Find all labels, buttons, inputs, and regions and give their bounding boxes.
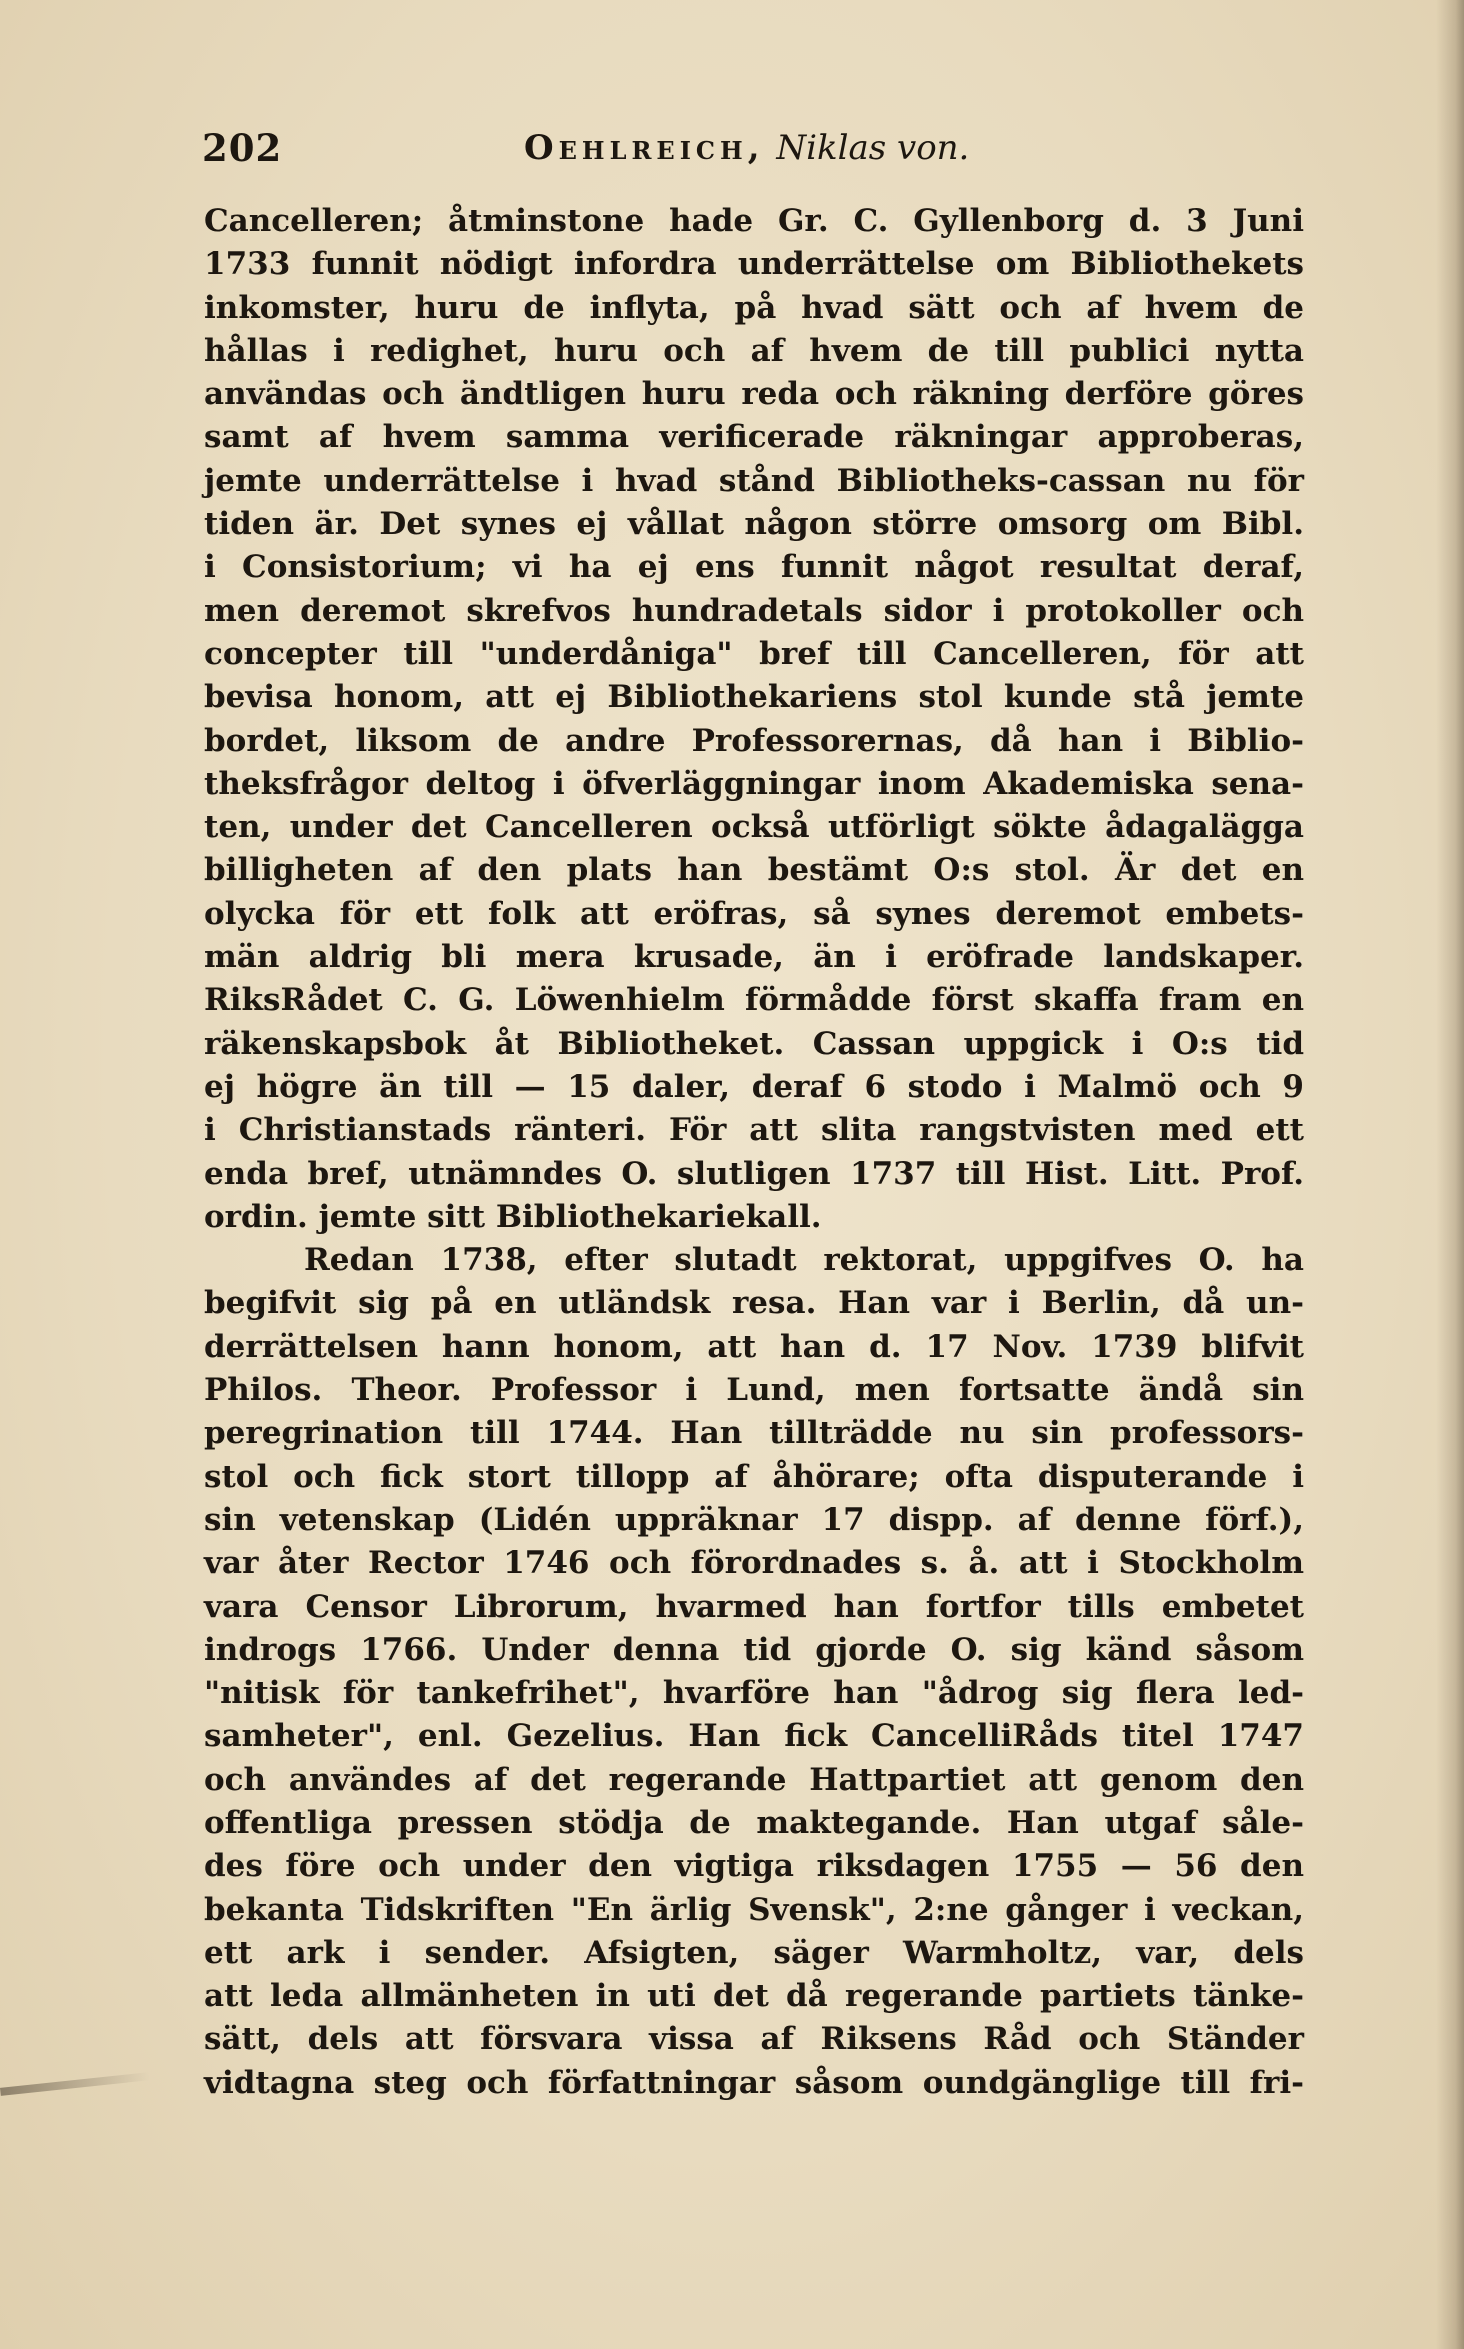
- text-line: Cancelleren; åtminstone hade Gr. C. Gyllenborg d. 3 Juni: [204, 203, 1304, 239]
- text-line: i Christianstads ränteri. För att slita rangstvisten med ett: [204, 1112, 1304, 1149]
- running-head: [524, 128, 969, 168]
- text-line: derrättelsen hann honom, att han d. 17 Nov. 1739 blifvit: [204, 1328, 1304, 1365]
- text-line: inkomster, huru de inflyta, på hvad sätt och af hvem de: [204, 289, 1304, 326]
- text-line: des före och under den vigtiga riksdagen 1755 — 56 den: [204, 1848, 1304, 1885]
- text-line: vidtagna steg och författningar såsom oundgänglige till fri-: [204, 2064, 1304, 2101]
- running-head-surname: Oehlreich,: [524, 128, 765, 168]
- text-line: RiksRådet C. G. Löwenhielm förmådde först skaffa fram en: [204, 982, 1304, 1019]
- paragraph-end-line: ordin. jemte sitt Bibliothekariekall.: [204, 1198, 822, 1235]
- text-line: peregrination till 1744. Han tillträdde nu sin professors-: [204, 1415, 1304, 1452]
- text-line: i Consistorium; vi ha ej ens funnit något resultat deraf,: [204, 549, 1304, 586]
- paragraph-start-line: Redan 1738, efter slutadt rektorat, uppgifves O. ha: [304, 1242, 1304, 1279]
- page-number: 202: [202, 126, 283, 170]
- text-line: billigheten af den plats han bestämt O:s stol. Är det en: [204, 852, 1304, 889]
- text-line: ten, under det Cancelleren också utförligt sökte ådagalägga: [204, 809, 1304, 846]
- text-line: räkenskapsbok åt Bibliotheket. Cassan uppgick i O:s tid: [204, 1025, 1304, 1062]
- text-line: enda bref, utnämndes O. slutligen 1737 till Hist. Litt. Prof.: [204, 1155, 1304, 1192]
- text-line: sätt, dels att försvara vissa af Riksens Råd och Ständer: [204, 2021, 1304, 2058]
- text-line: offentliga pressen stödja de maktegande. Han utgaf såle-: [204, 1804, 1304, 1841]
- text-line: bekanta Tidskriften "En ärlig Svensk", 2:ne gånger i veckan,: [204, 1891, 1304, 1928]
- text-line: ej högre än till — 15 daler, deraf 6 stodo i Malmö och 9: [204, 1068, 1304, 1105]
- page-header: [202, 126, 1302, 176]
- text-line: jemte underrättelse i hvad stånd Bibliotheks-cassan nu för: [204, 462, 1304, 499]
- text-line: concepter till "underdåniga" bref till Cancelleren, för att: [204, 635, 1304, 672]
- text-line: begifvit sig på en utländsk resa. Han var i Berlin, då un-: [204, 1285, 1304, 1322]
- text-line: theksfrågor deltog i öfverläggningar inom Akademiska sena-: [204, 765, 1304, 802]
- spine-shadow: [1436, 0, 1464, 2349]
- text-line: samheter", enl. Gezelius. Han fick CancelliRåds titel 1747: [204, 1718, 1304, 1755]
- margin-mark: [0, 2072, 150, 2096]
- text-line: män aldrig bli mera krusade, än i eröfrade landskaper.: [204, 939, 1304, 976]
- text-line: hållas i redighet, huru och af hvem de till publici nytta: [204, 332, 1304, 369]
- text-line: indrogs 1766. Under denna tid gjorde O. sig känd såsom: [204, 1631, 1304, 1668]
- text-line: ett ark i sender. Afsigten, säger Warmholtz, var, dels: [204, 1934, 1304, 1971]
- text-line: var åter Rector 1746 och förordnades s. å. att i Stockholm: [204, 1545, 1304, 1582]
- text-line: att leda allmänheten in uti det då regerande partiets tänke-: [204, 1978, 1304, 2015]
- text-line: Philos. Theor. Professor i Lund, men fortsatte ändå sin: [204, 1372, 1304, 1409]
- text-line: bevisa honom, att ej Bibliothekariens stol kunde stå jemte: [204, 679, 1304, 716]
- text-line: olycka för ett folk att eröfras, så synes deremot embets-: [204, 895, 1304, 932]
- text-line: "nitisk för tankefrihet", hvarföre han "ådrog sig flera led-: [204, 1675, 1304, 1712]
- body-text: [204, 200, 1304, 2105]
- running-head-given-name: Niklas von.: [776, 128, 970, 168]
- text-line: vara Censor Librorum, hvarmed han fortfor tills embetet: [204, 1588, 1304, 1625]
- text-line: men deremot skrefvos hundradetals sidor i protokoller och: [204, 592, 1304, 629]
- text-line: bordet, liksom de andre Professorernas, då han i Biblio-: [204, 722, 1304, 759]
- text-line: samt af hvem samma verificerade räkningar approberas,: [204, 419, 1304, 456]
- text-line: sin vetenskap (Lidén uppräknar 17 dispp. af denne förf.),: [204, 1501, 1304, 1538]
- text-line: och användes af det regerande Hattpartiet att genom den: [204, 1761, 1304, 1798]
- text-line: tiden är. Det synes ej vållat någon större omsorg om Bibl.: [204, 506, 1304, 543]
- text-line: stol och fick stort tillopp af åhörare; ofta disputerande i: [204, 1458, 1304, 1495]
- text-line: användas och ändtligen huru reda och räkning derföre göres: [204, 376, 1304, 413]
- text-line: 1733 funnit nödigt infordra underrättelse om Bibliothekets: [204, 246, 1304, 283]
